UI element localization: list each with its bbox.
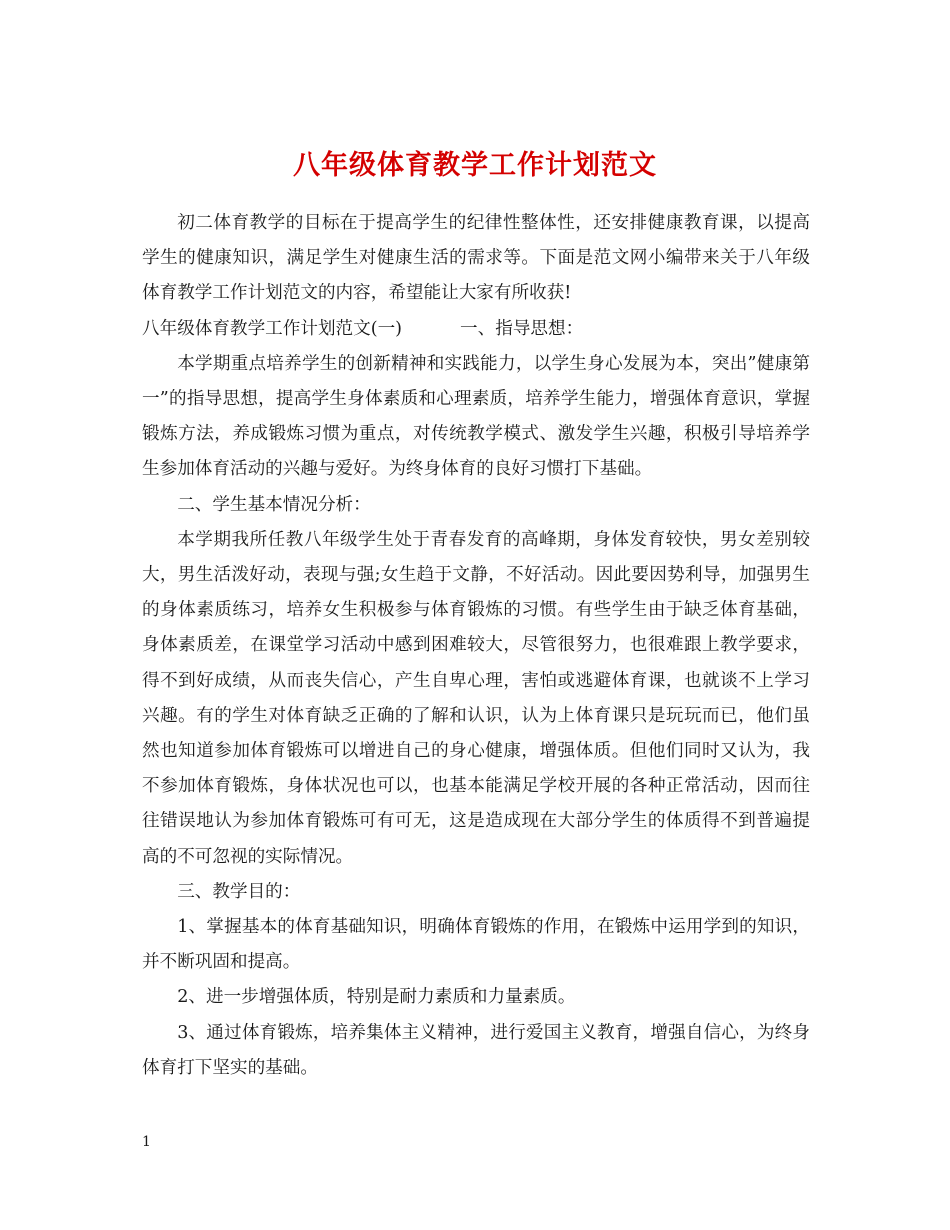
section-heading-line [142, 312, 810, 347]
heading-student-analysis: 二、学生基本情况分析： [177, 494, 371, 515]
goal-item-1: 1、掌握基本的体育基础知识，明确体育锻炼的作用，在锻炼中运用学到的知识，并不断巩固和提高。 [142, 917, 810, 973]
goal-item-2: 2、进一步增强体质，特别是耐力素质和力量素质。 [177, 987, 576, 1008]
section-title: 八年级体育教学工作计划范文(一) [142, 318, 403, 339]
heading-teaching-goals: 三、教学目的： [177, 881, 301, 902]
heading-guiding-ideology: 一、指导思想： [460, 318, 584, 339]
goal-item-3: 3、通过体育锻炼，培养集体主义精神，进行爱国主义教育，增强自信心，为终身体育打下坚实的基础。 [142, 1022, 810, 1078]
document-title: 八年级体育教学工作计划范文 [293, 150, 657, 182]
document-body [142, 206, 810, 1086]
guiding-ideology-paragraph: 本学期重点培养学生的创新精神和实践能力，以学生身心发展为本，突出”健康第一”的指导思想，提高学生身体素质和心理素质，培养学生能力，增强体育意识，掌握锻炼方法，养成锻炼习惯为重点，对传统教学模式、激发学生兴趣，积极引导培养学生参加体育活动的兴趣与爱好。为终身体育的良好习惯打下基础。 [142, 353, 810, 480]
page-number: 1 [142, 1134, 151, 1150]
intro-paragraph: 初二体育教学的目标在于提高学生的纪律性整体性，还安排健康教育课，以提高学生的健康知识，满足学生对健康生活的需求等。下面是范文网小编带来关于八年级体育教学工作计划范文的内容，希望能让大家有所收获! [142, 213, 810, 304]
student-analysis-paragraph: 本学期我所任教八年级学生处于青春发育的高峰期，身体发育较快，男女差别较大，男生活泼好动，表现与强;女生趋于文静，不好活动。因此要因势利导，加强男生的身体素质练习，培养女生积极参与体育锻炼的习惯。有些学生由于缺乏体育基础，身体素质差，在课堂学习活动中感到困难较大，尽管很努力，也很难跟上教学要求，得不到好成绩，从而丧失信心，产生自卑心理，害怕或逃避体育课，也就谈不上学习兴趣。有的学生对体育缺乏正确的了解和认识，认为上体育课只是玩玩而已，他们虽然也知道参加体育锻炼可以增进自己的身心健康，增强体质。但他们同时又认为，我不参加体育锻炼，身体状况也可以，也基本能满足学校开展的各种正常活动，因而往往错误地认为参加体育锻炼可有可无，这是造成现在大部分学生的体质得不到普遍提高的不可忽视的实际情况。 [142, 529, 810, 867]
